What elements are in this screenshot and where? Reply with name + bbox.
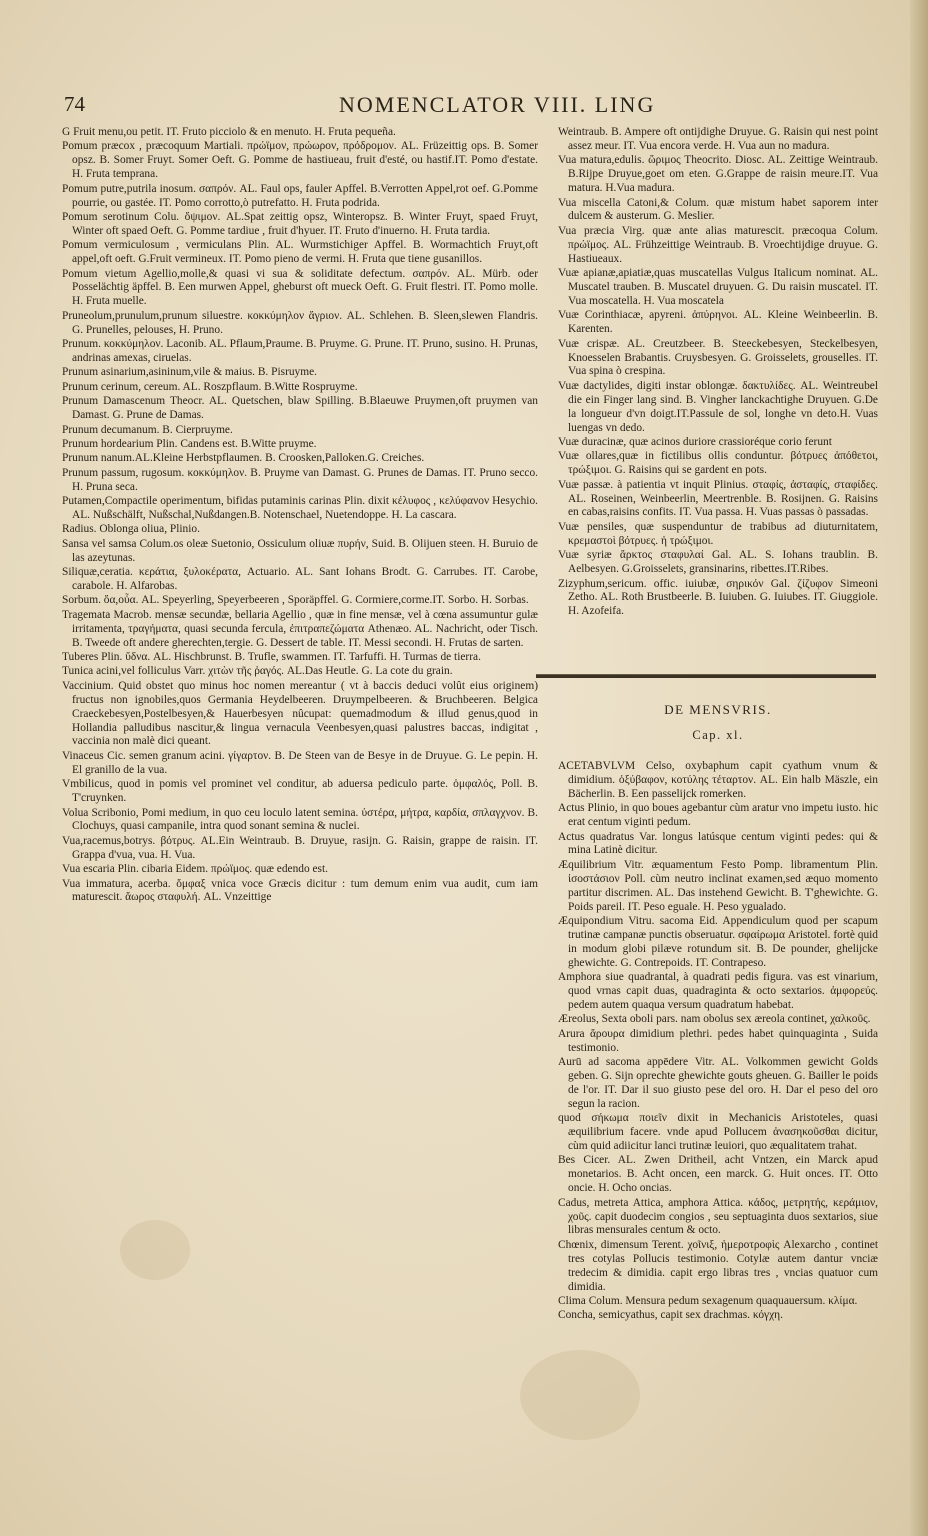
page-edge <box>910 0 928 1536</box>
dictionary-entry: Vuæ apianæ,apiatiæ,quas muscatellas Vulgus Italicum nominat. AL. Muscatel trauben. B. Muscatel druyuen. G. Du raisin muscatel. IT. Vua moscatella. H. Vua moscatela <box>558 267 878 307</box>
dictionary-entry: Putamen,Compactile operimentum, bifidas putaminis carinas Plin. dixit κέλυφος , κελύφανον Hesychio. AL. Nußschälft, Nußschal,Nußdangen.B. Notenschael, Nuetendoppe. H. La cascara. <box>62 495 538 521</box>
dictionary-entry: Sorbum. ὄα,οὖα. AL. Speyerling, Speyerbeeren , Sporäpffel. G. Cormiere,corme.IT. Sorbo. H. Sorbas. <box>62 594 529 607</box>
dictionary-entry: Vuæ crispæ. AL. Creutzbeer. B. Steeckebesyen, Steckelbesyen, Knoesselen Brabantis. Cruysbesyen. G. Groisselets, grouselles. IT. Vua spina ò crespina. <box>558 337 878 378</box>
dictionary-entry: Æreolus, Sexta oboli pars. nam obolus sex æreola continet, χαλκοῦς. <box>558 1013 871 1026</box>
left-column <box>62 126 538 906</box>
dictionary-entry: Pomum præcox , præcoquum Martiali. πρώϊμον, πρώωρον, πρόδρομον. AL. Früzeittig ops. B. Somer opsz. B. Somer Fruyt. Somer Oeft. G. Pomme de hastiueau, fruit d'esté, ou hastif.IT. Pomo d'estate. H. Fruta temprana. <box>62 140 538 181</box>
dictionary-entry: G Fruit menu,ou petit. IT. Fruto picciolo & en menuto. H. Fruta pequeña. <box>62 126 396 138</box>
paper-stain <box>120 1220 190 1280</box>
dictionary-entry: Prunum Damascenum Theocr. AL. Quetschen, blaw Spilling. B.Blaeuwe Pruymen,oft pruymen van Damast. G. Prune de Damas. <box>62 395 538 422</box>
running-title: NOMENCLATOR VIII. LING <box>339 92 656 117</box>
dictionary-entry: Tragemata Macrob. mensæ secundæ, bellaria Agellio , quæ in fine mensæ, vel à cœna assumuntur gulæ irritamenta, τραγήματα, quasi secunda fercula, ἐπιτραπεζώματα Athenæo. AL. Nachricht, oder Tisch. B. Tweede oft andere gherechten,tergie. G. Dessert de table. IT. Messi secondi. H. Frutas de sarten. <box>62 608 538 649</box>
dictionary-entry: Vua escaria Plin. cibaria Eidem. πρώϊμος. quæ edendo est. <box>62 863 328 876</box>
dictionary-entry: Actus Plinio, in quo boues agebantur cùm aratur vno impetu iusto. hic erat centum viginti pedum. <box>558 802 878 829</box>
dictionary-entry: ACETABVLVM Celso, oxybaphum capit cyathum vnum & dimidium. ὀξύβαφον, κοτύλης τέταρτον. AL. Ein halb Mäszle, ein Bächerlin. B. Een passelijck romerken. <box>558 760 878 800</box>
dictionary-entry: Aurū ad sacoma appēdere Vitr. AL. Volkommen gewicht Golds geben. G. Sijn oprechte ghewichte gouts gheuen. G. Bailler le poids de l'or. IT. Dar il suo giusto pese del oro. H. Dar el peso del oro segun la racion. <box>558 1056 878 1110</box>
dictionary-entry: Prunum hordearium Plin. Candens est. B.Witte pruyme. <box>62 437 317 450</box>
dictionary-entry: Prunum cerinum, cereum. AL. Roszpflaum. B.Witte Rospruyme. <box>62 380 358 393</box>
right-column-upper <box>558 126 878 620</box>
dictionary-entry: Vuæ Corinthiacæ, apyreni. ἀπύρηνοι. AL. Kleine Weinbeerlin. B. Karenten. <box>558 309 878 336</box>
dictionary-entry: Vua matura,edulis. ὥριμος Theocrito. Diosc. AL. Zeittige Weintraub. B.Rijpe Druyue,goet om eten. G.Grappe de raisin meure.IT. Vua matura. H.Vua madura. <box>558 154 878 195</box>
dictionary-entry: Vuæ pensiles, quæ suspenduntur de trabibus ad diuturnitatem, κρεμαστοὶ βότρυες. ἡ τρώξιμοι. <box>558 520 878 547</box>
dictionary-entry: Concha, semicyathus, capit sex drachmas. κόγχη. <box>558 1309 783 1322</box>
dictionary-entry: Chœnix, dimensum Terent. χοῖνιξ, ἡμεροτροφὶς Alexarcho , continet tres cotylas Pollucis testimonio. Cotylæ autem dantur vnciæ tredecim & dimidia. capit ergo libras tres , vncias quatuor cum dimidia. <box>558 1238 878 1293</box>
dictionary-entry: Pomum putre,putrila inosum. σαπρόν. AL. Faul ops, fauler Apffel. B.Verrotten Appel,rot oef. G.Pomme pourrie, ou gastée. IT. Pomo corrotto,ò putrefatto. H. Fruta podrida. <box>62 182 538 209</box>
dictionary-entry: Vaccinium. Quid obstet quo minus hoc nomen mereantur ( vt à baccis deduci volût eius originem) fructus non ignobiles,quos Germania Heydelbeeren. Druympelbeeren. & Bruchbeeren. Belgica Craeckebesyen,Postelbesyen,& Hauerbesyen nûcupat: quemadmodum & illud genus,quod in Hollandia palludibus nascitur,& lingua vernacula Veenbesyen,quasi palustres baccas, indigitat , vaccinia non malè dici queant. <box>62 679 538 748</box>
dictionary-entry: Radius. Oblonga oliua, Plinio. <box>62 523 200 536</box>
dictionary-entry: Prunum. κοκκύμηλον. Laconib. AL. Pflaum,Praume. B. Pruyme. G. Prune. IT. Pruno, susino. H. Prunas, andrinas amexas, ciruelas. <box>62 338 538 364</box>
dictionary-entry: Sansa vel samsa Colum.os oleæ Suetonio, Ossiculum oliuæ πυρήν, Suid. B. Olijuen steen. H. Buruio de las azeytunas. <box>62 537 538 564</box>
dictionary-entry: Vuæ dactylides, digiti instar oblongæ. δακτυλίδες. AL. Weintreubel die ein Finger lang sind. B. Vingher lanckachtighe Druyuen. G.De la longueur d'vn doigt.IT.Passule de sol, longhe vn deto.H. Vuas luengas vn dedo. <box>558 379 878 434</box>
dictionary-entry: quod σήκωμα ποιεῖν dixit in Mechanicis Aristoteles, quasi æquilibrium facere. vnde apud Pollucem ἀνασηκοῦσθαι dicitur, cùm quid adiicitur lanci trutinæ leuiori, quo æqualitatem trahat. <box>558 1112 878 1152</box>
dictionary-entry: Vuæ duracinæ, quæ acinos duriore crassioréque corio ferunt <box>558 435 832 448</box>
chapter-title: Cap. xl. <box>692 728 744 742</box>
dictionary-entry: Vinaceus Cic. semen granum acini. γίγαρτον. B. De Steen van de Besye in de Druyue. G. Le pepin. H. El granillo de la vua. <box>62 749 538 776</box>
dictionary-entry: Volua Scribonio, Pomi medium, in quo ceu loculo latent semina. ὑστέρα, μήτρα, καρδία, σπλαγχνον. B. Clochuys, quasi campanile, intra quod sonant semina & nuclei. <box>62 806 538 833</box>
dictionary-entry: Prunum asinarium,asininum,vile & maius. B. Pisruyme. <box>62 366 318 379</box>
dictionary-entry: Zizyphum,sericum. offic. iuiubæ, σηρικόν Gal. ζίζυφον Simeoni Zetho. AL. Roth Brustbeerle. B. Iuiuben. G. Iuiubes. IT. Giuggiole. H. Azofeifa. <box>558 577 878 618</box>
running-header <box>64 92 884 122</box>
dictionary-entry: Pomum serotinum Colu. ὄψιμον. AL.Spat zeittig opsz, Winteropsz. B. Winter Fruyt, spaed Fruyt, Winter oft spaed Oeft. G. Pomme tardiue , fruit d'hyuer. IT. Fruto d'inuerno. H. Fruta tardia. <box>62 210 538 237</box>
dictionary-entry: Tunica acini,vel folliculus Varr. χιτὼν τῆς ῥαγός. AL.Das Heutle. G. La cote du grain. <box>62 665 453 678</box>
dictionary-entry: Vua,racemus,botrys. βότρυς. AL.Ein Weintraub. B. Druyue, rasijn. G. Raisin, grappe de raisin. IT. Grappa d'vua, vua. H. Vua. <box>62 834 538 861</box>
dictionary-entry: Siliquæ,ceratia. κεράτια, ξυλοκέρατα, Actuario. AL. Sant Iohans Brodt. G. Carrubes. IT. Carobe, carabole. H. Alfarobas. <box>62 566 538 592</box>
section-title: DE MENSVRIS. <box>664 702 772 717</box>
section-divider <box>536 674 876 678</box>
dictionary-entry: Pruneolum,prunulum,prunum siluestre. κοκκύμηλον ἄγριον. AL. Schlehen. B. Sleen,slewen Flandris. G. Prunelles, pelouses, H. Pruno. <box>62 309 538 336</box>
dictionary-entry: Clima Colum. Mensura pedum sexagenum quaquauersum. κλίμα. <box>558 1294 858 1307</box>
dictionary-entry: Amphora siue quadrantal, à quadrati pedis figura. vas est vinarium, quod vrnas capit duas, quadraginta & octo sextarios. ἀμφορεύς. pedem autem quaqua versum quadratum habebat. <box>558 971 878 1011</box>
dictionary-entry: Æquipondium Vitru. sacoma Eid. Appendiculum quod per scapum trutinæ campanæ punctis obseruatur. σφαίρωμα Aristotel. fortè quid in modum globi pilæve rotundum sit. B. De pounder, ghelijcke ghewichte. G. Contrepoids. IT. Contrapeso. <box>558 914 878 969</box>
paper-stain <box>520 1350 640 1440</box>
dictionary-entry: Prunum decumanum. B. Cierpruyme. <box>62 423 233 436</box>
dictionary-entry: Vuæ syriæ ἄρκτος σταφυλαί Gal. AL. S. Iohans traublin. B. Aelbesyen. G.Groisselets, gransinarins, ribettes.IT.Ribes. <box>558 549 878 576</box>
dictionary-entry: Vua præcia Virg. quæ ante alias maturescit. præcoqua Colum. πρώϊμος. AL. Frühzeittige Weintraub. B. Vroechtijdige druyue. G. Hastiueaux. <box>558 224 878 265</box>
dictionary-entry: Cadus, metreta Attica, amphora Attica. κάδος, μετρητής, κεράμιον, χοῦς. capit duodecim congios , seu septuaginta duos sextarios, siue libras mensurales centum & octo. <box>558 1196 878 1237</box>
dictionary-entry: Prunum passum, rugosum. κοκκύμηλον. B. Pruyme van Damast. G. Prunes de Damas. IT. Pruno secco. H. Pruna seca. <box>62 466 538 493</box>
dictionary-entry: Vua immatura, acerba. ὄμφαξ vnica voce Græcis dicitur : tum demum enim vua audit, cum iam maturescit. ἄωρος σταφυλή. AL. Vnzeittige <box>62 877 538 904</box>
page-number: 74 <box>64 92 85 116</box>
dictionary-entry: Actus quadratus Var. longus latúsque centum viginti pedes: qui & mina Latinè dicitur. <box>558 830 878 857</box>
dictionary-entry: Vua miscella Catoni,& Colum. quæ mistum habet saporem inter dulcem & austerum. G. Meslier. <box>558 196 878 223</box>
dictionary-entry: Tuberes Plin. ὕδνα. AL. Hischbrunst. B. Trufle, swammen. IT. Tarfuffi. H. Turmas de tierra. <box>62 651 481 664</box>
dictionary-entry: Weintraub. B. Ampere oft ontijdighe Druyue. G. Raisin qui nest point assez meur. IT. Vua encora verde. H. Vua aun no madura. <box>558 126 878 152</box>
dictionary-entry: Vuæ ollares,quæ in fictilibus ollis conduntur. βότρυες ἀπόθετοι, τρώξιμοι. G. Raisins qui se gardent en pots. <box>558 450 878 477</box>
right-column-lower <box>558 760 878 1324</box>
dictionary-entry: Arura ἄρουρα dimidium plethri. pedes habet quinquaginta , Suida testimonio. <box>558 1027 878 1054</box>
dictionary-entry: Pomum vermiculosum , vermiculans Plin. AL. Wurmstichiger Apffel. B. Wormachtich Fruyt,oft appel,oft oeft. G.Fruit vermineux. IT. Pomo pieno de vermi. H. Fruta que tiene gusanillos. <box>62 239 538 266</box>
dictionary-entry: Pomum vietum Agellio,molle,& quasi vi sua & soliditate defectum. σαπρόν. AL. Mürb. oder Posselächtig äpffel. B. Een murwen Appel, gheburst oft mueck Oeft. G. Fruit flestri. IT. Pomo molle. H. Fruta muelle. <box>62 267 538 308</box>
dictionary-entry: Prunum nanum.AL.Kleine Herbstpflaumen. B. Croosken,Palloken.G. Creiches. <box>62 452 425 465</box>
dictionary-entry: Æquilibrium Vitr. æquamentum Festo Pomp. libramentum Plin. ἰσοστάσιον Poll. cùm neutro inclinat examen,sed æquo momento partitur discrimen. AL. Das instehend Gewicht. B. T'ghewichte. G. Poids pareil. IT. Peso eguale. H. Peso ygualado. <box>558 858 878 913</box>
dictionary-entry: Vuæ passæ. à patientia vt inquit Plinius. σταφίς, ἀσταφίς, σταφίδες. AL. Roseinen, Weinbeerlin, Meertrenble. B. Rosijnen. G. Raisins en cabas,raisins confits. IT. Vua passa. H. Vuas passas ò passadas. <box>558 478 878 519</box>
dictionary-entry: Vmbilicus, quod in pomis vel prominet vel conditur, ab aduersa pediculo parte. ὀμφαλός, Poll. B. T'cruynken. <box>62 778 538 805</box>
dictionary-entry: Bes Cicer. AL. Zwen Dritheil, acht Vntzen, ein Marck apud monetarios. B. Acht oncen, een marck. G. Huit onces. IT. Otto oncie. H. Ocho oncias. <box>558 1154 878 1195</box>
